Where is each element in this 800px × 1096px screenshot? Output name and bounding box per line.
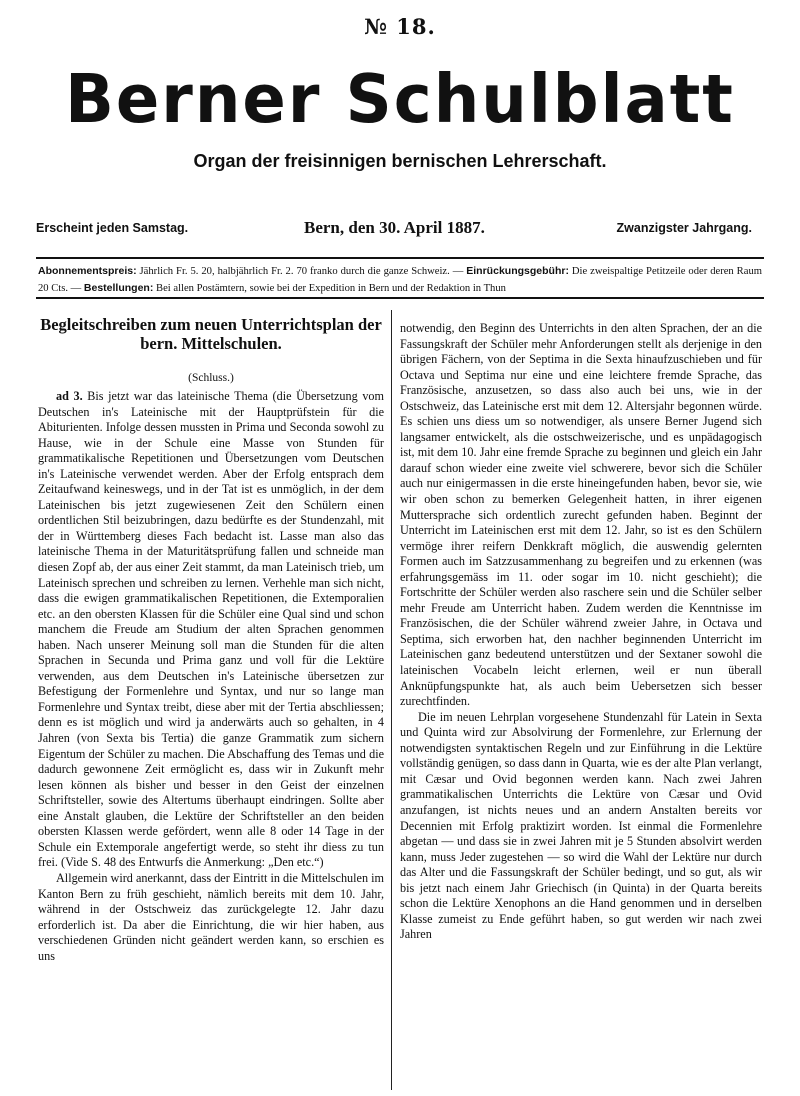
article-paragraph: Die im neuen Lehrplan vorgesehene Stundenzahl für Latein in Sexta und Quinta wird zur Absolvirung der Formenlehre, zur Erlernung der notwendigsten syntaktischen Regeln und zur Einführung in die Lektüre vollständig genügen, so dass dann in Quarta, wie es der alte Plan verlangt, mit Cæsar und Ovid begonnen werden kann. Nach zwei Jahren grammatikalischen Unterrichts die Lektüre von Cæsar und Ovid anzufangen, ist nichts neues und an andern Anstalten bereits vor Decennien mit Erfolg praktizirt worden. Ist einmal die Formenlehre abgetan — und dass sie in zwei Jahren mit je 5 Stunden absolvirt werden kann, muss Jeder zugestehen — so wird die Wahl der Lektüre nur durch das Alter und die Fassungskraft der Schüler bedingt, und so gut, als wir bis jetzt nach einem Jahr Griechisch (in Quinta) in der Quarta bereits schon die Lektüre Xenophons an die Hand genommen und in derselben Klasse zumeist zu Ende geführt haben, so gut werden wir nach zwei Jahren bbox=[400, 709, 762, 942]
ad-fee-text: Die zweispaltige Petitzeile oder deren Raum 20 Cts. — bbox=[38, 266, 762, 294]
article-headline: Begleitschreiben zum neuen Unterrichtsplan der bern. Mittelschulen. bbox=[40, 315, 382, 353]
article-column-left bbox=[38, 315, 384, 964]
ad-fee-label: Einrückungsgebühr: bbox=[466, 265, 569, 277]
paragraph-text: Bis jetzt war das lateinische Thema (die Übersetzung vom Deutschen in's Lateinische mit der Hauptprüfstein für die Abiturienten. Infolge dessen mussten in Prima und Seconda sowohl zu Hause, wie in der Schule eine Masse von Stunden für grammatikalische Repetitionen und Übersetzungen vom Deutschen in's Lateinische verwendet werden. Aber der Erfolg entsprach dem Zeitaufwand keineswegs, und in der Tat ist es unmöglich, in der dem Lateinischen bis jetzt zugewiesenen Zeit den Schülern einen ordentlichen Stil beizubringen, dazu bedürfte es der Stundenzahl, mit der in Württemberg dieses Fach bedacht ist. Lasse man also das lateinische Thema in der Maturitätsprüfung fallen und schneide man diesen Zopf ab, der aus einer Zeit stammt, da man Lateinisch trieb, um Lateinisch sprechen und schreiben zu lernen. Verhehle man sich nicht, dass die ewigen grammatikalischen Repetitionen, die Extemporalien etc. an den obersten Klassen für die Schüler eine Qual sind und schon manchem die Freude am Studium der alten Sprachen genommen haben. Nach unserer Meinung soll man die Stunden für die alten Sprachen in Secunda und Prima ganz und voll für die Lektüre verwenden, aus dem Deutschen in's Lateinische übersetzen zur Befestigung der Formenlehre und Syntax, und nur so lange man Formenlehre und Syntax treibt, diese aber mit der Tertia abschliessen; denn es ist möglich und wird ja anderwärts auch so gehalten, in 4 Jahren (von Sexta bis Tertia) die ganze Grammatik zum sichern Eigentum der Schüler zu machen. Die Abschaffung des Temas und die dadurch gewonnene Zeit ermöglicht es, dass wir in Zukunft mehr lesen können als bisher und besser in den Geist der einzelnen Schriftsteller, sowie des Altertums überhaupt eindringen. Sollte aber eine Anstalt glauben, die Lektüre der Schriftsteller an den beiden obersten Klassen werde gefördert, wenn alle 8 oder 14 Tage in der Schule ein Extemporale angefertigt werde, so steht ihr diess zu tun frei. (Vide S. 48 des Entwurfs die Anmerkung: „Den etc.“) bbox=[38, 389, 385, 870]
divider-rule bbox=[36, 257, 764, 259]
divider-rule bbox=[36, 297, 764, 299]
article-paragraph bbox=[38, 389, 384, 871]
column-divider bbox=[391, 310, 392, 1090]
masthead-subtitle: Organ der freisinnigen bernischen Lehrerschaft. bbox=[193, 151, 607, 171]
publication-date: Bern, den 30. April 1887. bbox=[304, 218, 485, 237]
masthead-title: Berner Schulblatt bbox=[65, 61, 735, 139]
issue-number: № 18. bbox=[364, 14, 436, 39]
publication-info-line bbox=[36, 220, 752, 240]
section-label: ad 3. bbox=[56, 389, 83, 403]
orders-text: Bei allen Postämtern, sowie bei der Expedition in Bern und der Redaktion in Thun bbox=[153, 283, 506, 294]
publication-frequency: Erscheint jeden Samstag. bbox=[36, 221, 189, 235]
article-column-right bbox=[400, 321, 762, 943]
publication-volume: Zwanzigster Jahrgang. bbox=[616, 221, 752, 235]
article-paragraph: notwendig, den Beginn des Unterrichts in den alten Sprachen, der an die Fassungskraft der Schüler mehr Anforderungen stellt als derjenige in den übrigen Fächern, von der Septima in die Sexta hinaufzuschieben und für Octava und Septima nur eine und eine leichtere fremde Sprache, das Französische, anzusetzen, so dass also auch bei uns, wie in der Ostschweiz, das Lateinische erst mit dem 12. Altersjahr begonnen würde. Es schien uns diess um so notwendiger, als unsere Berner Jugend sich langsamer entwickelt, als die ostschweizerische, und es unpädagogisch ist, mit dem 10. Jahr eine fremde Sprache zu beginnen und gleich ein Jahr darauf schon wieder eine zweite viel schwerere, bevor sich die Schüler auch nur einigermassen in die erste hineingefunden haben, bevor sie, wie wir oben schon zu bemerken Gelegenheit hatten, in ihrer eigenen Muttersprache sich ordentlich zurecht gefunden haben. Beginnt der Unterricht im Lateinischen erst mit dem 12. Jahr, so ist es den Schülern vermöge ihrer reifern Denkkraft möglich, die auswendig gelernten Formen auch im Satzzusammenhang zu begreifen und zu erkennen (was erfahrungsgemäss im 11. oder sogar im 10. nicht geschieht); die Fortschritte der Schüler werden also raschere sein und die Schüler selber mehr Freude am Unterricht haben. Zudem werden die Kenntnisse im Französischen, die der Schüler während zweier Jahre, in Octava und Septima, sich erworben hat, den nachher beginnenden Unterricht im Lateinischen ganz bedeutend unterstützen und der Sextaner sowohl die lateinischen Vocabeln leicht erlernen, weil er nun überall Anknüpfungspunkte hat, als auch beim Uebersetzen sich besser zurechtfinden. bbox=[400, 321, 762, 709]
continuation-note: (Schluss.) bbox=[188, 372, 234, 384]
article-paragraph: Allgemein wird anerkannt, dass der Eintritt in die Mittelschulen im Kanton Bern zu früh geschieht, nämlich bereits mit dem 10. Jahr, während in der Ostschweiz das zurückgelegte 12. Jahr dazu erforderlich ist. Da aber die Einrichtung, die wir hier haben, aus verschiedenen Gründen nicht geändert werden kann, so erschien es uns bbox=[38, 870, 384, 963]
subscription-text: Jährlich Fr. 5. 20, halbjährlich Fr. 2. 70 franko durch die ganze Schweiz. — bbox=[136, 266, 467, 277]
orders-label: Bestellungen: bbox=[83, 282, 154, 294]
subscription-label: Abonnementspreis: bbox=[38, 265, 137, 277]
subscription-info bbox=[38, 263, 762, 297]
